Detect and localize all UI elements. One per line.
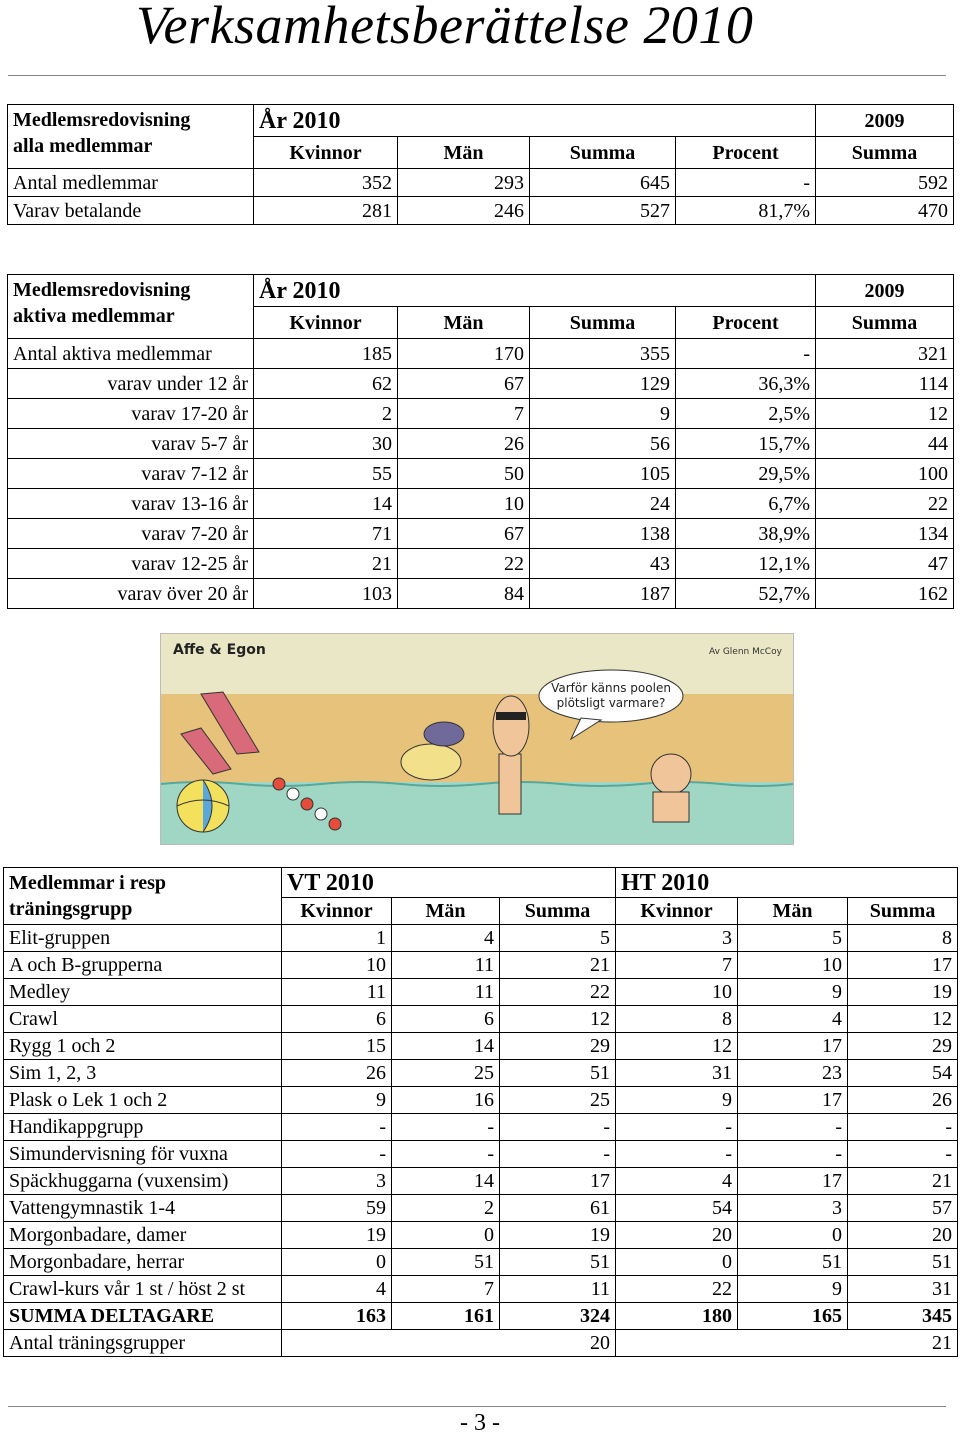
cell: 7: [398, 399, 530, 429]
table-title-line2: alla medlemmar: [13, 135, 153, 157]
cell: 11: [500, 1276, 616, 1303]
year-2010-header: År 2010: [254, 105, 816, 137]
table-row: [4, 979, 958, 1006]
cell: 54: [616, 1195, 738, 1222]
table-row: [4, 1249, 958, 1276]
cell: 7: [616, 952, 738, 979]
cell: 470: [816, 197, 954, 225]
row-label: varav 12-25 år: [8, 549, 254, 579]
cell: 14: [254, 489, 398, 519]
cell: -: [500, 1141, 616, 1168]
col-summa-vt: Summa: [500, 898, 616, 925]
col-summa-2009: Summa: [816, 137, 954, 169]
col-man: Män: [398, 307, 530, 339]
row-label: Antal medlemmar: [8, 169, 254, 197]
col-kvinnor-vt: Kvinnor: [282, 898, 392, 925]
table-row: [8, 197, 954, 225]
row-label: Vattengymnastik 1-4: [4, 1195, 282, 1222]
cell: 26: [848, 1087, 958, 1114]
table-row: [8, 429, 954, 459]
cell: 15: [282, 1033, 392, 1060]
cell: 17: [848, 952, 958, 979]
col-summa: Summa: [530, 307, 676, 339]
cell: -: [616, 1114, 738, 1141]
cell: 21: [848, 1168, 958, 1195]
total-label: SUMMA DELTAGARE: [4, 1303, 282, 1330]
cell: 9: [738, 1276, 848, 1303]
table-row: [4, 1006, 958, 1033]
cell: 36,3%: [676, 369, 816, 399]
cell: 9: [738, 979, 848, 1006]
year-2009-header: 2009: [816, 105, 954, 137]
cell: 9: [616, 1087, 738, 1114]
year-2010-header: År 2010: [254, 275, 816, 307]
table-title-cell: [8, 105, 254, 169]
row-label: Simundervisning för vuxna: [4, 1141, 282, 1168]
cell: 10: [738, 952, 848, 979]
cell: 31: [848, 1276, 958, 1303]
cell: 52,7%: [676, 579, 816, 609]
cell: 25: [500, 1087, 616, 1114]
row-label: Rygg 1 och 2: [4, 1033, 282, 1060]
row-label: varav under 12 år: [8, 369, 254, 399]
table-row: [4, 1276, 958, 1303]
cell: 20: [848, 1222, 958, 1249]
cell: 67: [398, 519, 530, 549]
cell: -: [848, 1141, 958, 1168]
cell: 44: [816, 429, 954, 459]
cell: -: [676, 169, 816, 197]
cell: 4: [282, 1276, 392, 1303]
table-row: [4, 1141, 958, 1168]
table-row: [8, 459, 954, 489]
cell: 7: [392, 1276, 500, 1303]
cell: 100: [816, 459, 954, 489]
row-label: Crawl: [4, 1006, 282, 1033]
cell: 23: [738, 1060, 848, 1087]
cell: 10: [282, 952, 392, 979]
col-man: Män: [398, 137, 530, 169]
cell: 11: [392, 952, 500, 979]
cell: 9: [530, 399, 676, 429]
table-row: [4, 1222, 958, 1249]
cell: 161: [392, 1303, 500, 1330]
cell: 15,7%: [676, 429, 816, 459]
cell: 2: [254, 399, 398, 429]
cell: 22: [816, 489, 954, 519]
cell: 31: [616, 1060, 738, 1087]
cell: 21: [254, 549, 398, 579]
groups-count-label: Antal träningsgrupper: [4, 1330, 282, 1357]
cell: 163: [282, 1303, 392, 1330]
cell: 62: [254, 369, 398, 399]
col-procent: Procent: [676, 137, 816, 169]
cell: 185: [254, 339, 398, 369]
table-row: [4, 925, 958, 952]
cartoon-strip: [160, 633, 794, 845]
row-label: varav över 20 år: [8, 579, 254, 609]
table-header-row: [8, 275, 954, 307]
table-row: [8, 369, 954, 399]
cell: 11: [282, 979, 392, 1006]
cell: -: [676, 339, 816, 369]
table-title-line2: aktiva medlemmar: [13, 305, 175, 327]
cartoon-author: Av Glenn McCoy: [709, 647, 782, 657]
table-title-line2: träningsgrupp: [9, 898, 133, 920]
cell: 57: [848, 1195, 958, 1222]
row-label: varav 7-20 år: [8, 519, 254, 549]
cell: 10: [398, 489, 530, 519]
cell: 3: [616, 925, 738, 952]
table-row: [8, 579, 954, 609]
cell: -: [738, 1141, 848, 1168]
cell: 103: [254, 579, 398, 609]
cell: 129: [530, 369, 676, 399]
table-row: [4, 1168, 958, 1195]
table-row: [8, 519, 954, 549]
cell: 17: [738, 1168, 848, 1195]
row-label: varav 13-16 år: [8, 489, 254, 519]
cell: 4: [738, 1006, 848, 1033]
groups-count-vt: 20: [282, 1330, 616, 1357]
col-kvinnor-ht: Kvinnor: [616, 898, 738, 925]
table-title-cell: [4, 868, 282, 925]
row-label: varav 7-12 år: [8, 459, 254, 489]
cell: 187: [530, 579, 676, 609]
cell: 5: [500, 925, 616, 952]
row-label: Varav betalande: [8, 197, 254, 225]
cell: 8: [848, 925, 958, 952]
cell: 114: [816, 369, 954, 399]
beach-ball-icon: [177, 780, 229, 832]
cell: 16: [392, 1087, 500, 1114]
table-row: [4, 1060, 958, 1087]
row-label: Crawl-kurs vår 1 st / höst 2 st: [4, 1276, 282, 1303]
cell: 19: [848, 979, 958, 1006]
ht-2010-header: HT 2010: [616, 868, 958, 898]
col-procent: Procent: [676, 307, 816, 339]
row-label: Antal aktiva medlemmar: [8, 339, 254, 369]
cell: 2,5%: [676, 399, 816, 429]
cell: 26: [398, 429, 530, 459]
row-label: varav 17-20 år: [8, 399, 254, 429]
cell: 138: [530, 519, 676, 549]
col-summa-2009: Summa: [816, 307, 954, 339]
cell: 0: [392, 1222, 500, 1249]
row-label: Medley: [4, 979, 282, 1006]
cell: 1: [282, 925, 392, 952]
groups-count-row: [4, 1330, 958, 1357]
cell: 3: [738, 1195, 848, 1222]
cell: 3: [282, 1168, 392, 1195]
cell: 59: [282, 1195, 392, 1222]
table-row: [8, 169, 954, 197]
vt-2010-header: VT 2010: [282, 868, 616, 898]
cell: 281: [254, 197, 398, 225]
groups-count-ht: 21: [616, 1330, 958, 1357]
cell: 527: [530, 197, 676, 225]
cell: 14: [392, 1033, 500, 1060]
cell: 5: [738, 925, 848, 952]
cell: 9: [282, 1087, 392, 1114]
cell: 12: [500, 1006, 616, 1033]
table-title-line1: Medlemsredovisning: [13, 279, 191, 301]
cell: 165: [738, 1303, 848, 1330]
cell: 71: [254, 519, 398, 549]
col-summa: Summa: [530, 137, 676, 169]
cell: 352: [254, 169, 398, 197]
speech-line2: plötsligt varmare?: [556, 696, 666, 710]
cell: 43: [530, 549, 676, 579]
cell: 162: [816, 579, 954, 609]
cell: 67: [398, 369, 530, 399]
cell: -: [282, 1114, 392, 1141]
row-label: Morgonbadare, damer: [4, 1222, 282, 1249]
cell: 0: [738, 1222, 848, 1249]
table-row: [4, 1087, 958, 1114]
training-groups-body: [4, 925, 958, 1303]
cell: 12: [616, 1033, 738, 1060]
row-label: Morgonbadare, herrar: [4, 1249, 282, 1276]
table-title-cell: [8, 275, 254, 339]
cell: -: [848, 1114, 958, 1141]
cell: 4: [616, 1168, 738, 1195]
table-title-line1: Medlemmar i resp: [9, 872, 167, 894]
cell: 61: [500, 1195, 616, 1222]
cell: 2: [392, 1195, 500, 1222]
cell: 55: [254, 459, 398, 489]
cell: 0: [282, 1249, 392, 1276]
page-title: Verksamhetsberättelse 2010: [136, 0, 754, 55]
cell: -: [738, 1114, 848, 1141]
cell: 0: [616, 1249, 738, 1276]
cell: 355: [530, 339, 676, 369]
cell: 12: [816, 399, 954, 429]
year-2009-header: 2009: [816, 275, 954, 307]
table-title-line1: Medlemsredovisning: [13, 109, 191, 131]
cell: 645: [530, 169, 676, 197]
cell: 38,9%: [676, 519, 816, 549]
cell: 54: [848, 1060, 958, 1087]
cell: 293: [398, 169, 530, 197]
cell: 19: [500, 1222, 616, 1249]
cell: 324: [500, 1303, 616, 1330]
cell: 6: [392, 1006, 500, 1033]
cell: -: [616, 1141, 738, 1168]
training-groups-table: [3, 867, 958, 1357]
cell: 345: [848, 1303, 958, 1330]
cell: 21: [500, 952, 616, 979]
cell: 30: [254, 429, 398, 459]
row-label: Handikappgrupp: [4, 1114, 282, 1141]
cell: 22: [500, 979, 616, 1006]
cell: 17: [738, 1033, 848, 1060]
table-row: [8, 339, 954, 369]
table-row: [8, 399, 954, 429]
col-kvinnor: Kvinnor: [254, 137, 398, 169]
bottom-rule: [8, 1406, 946, 1407]
cell: 180: [616, 1303, 738, 1330]
cell: -: [392, 1114, 500, 1141]
cartoon-title: Affe & Egon: [173, 642, 266, 658]
table-header-row: [8, 105, 954, 137]
cell: -: [500, 1114, 616, 1141]
cell: 24: [530, 489, 676, 519]
cell: 12: [848, 1006, 958, 1033]
cell: 17: [500, 1168, 616, 1195]
row-label: Plask o Lek 1 och 2: [4, 1087, 282, 1114]
top-rule: [8, 75, 946, 76]
all-members-table: [7, 104, 954, 225]
cell: 8: [616, 1006, 738, 1033]
cell: 17: [738, 1087, 848, 1114]
cell: 6,7%: [676, 489, 816, 519]
cell: 170: [398, 339, 530, 369]
row-label: Späckhuggarna (vuxensim): [4, 1168, 282, 1195]
active-members-body: [8, 339, 954, 609]
table-row: [4, 952, 958, 979]
table-row: [4, 1195, 958, 1222]
table-row: [4, 1114, 958, 1141]
active-members-table: [7, 274, 954, 609]
cell: 22: [616, 1276, 738, 1303]
cell: 26: [282, 1060, 392, 1087]
cell: -: [282, 1141, 392, 1168]
cell: 51: [500, 1060, 616, 1087]
cell: 6: [282, 1006, 392, 1033]
row-label: Sim 1, 2, 3: [4, 1060, 282, 1087]
cell: 56: [530, 429, 676, 459]
cell: 51: [500, 1249, 616, 1276]
cell: 29,5%: [676, 459, 816, 489]
cell: 29: [848, 1033, 958, 1060]
col-summa-ht: Summa: [848, 898, 958, 925]
cell: 134: [816, 519, 954, 549]
col-man-vt: Män: [392, 898, 500, 925]
cell: -: [392, 1141, 500, 1168]
cell: 50: [398, 459, 530, 489]
cell: 81,7%: [676, 197, 816, 225]
cell: 51: [738, 1249, 848, 1276]
table-row: [4, 1033, 958, 1060]
cell: 47: [816, 549, 954, 579]
cell: 105: [530, 459, 676, 489]
cell: 321: [816, 339, 954, 369]
page-number: - 3 -: [460, 1410, 500, 1436]
total-row: [4, 1303, 958, 1330]
cell: 20: [616, 1222, 738, 1249]
cell: 12,1%: [676, 549, 816, 579]
row-label: varav 5-7 år: [8, 429, 254, 459]
col-man-ht: Män: [738, 898, 848, 925]
table-row: [8, 489, 954, 519]
cell: 19: [282, 1222, 392, 1249]
table-row: [8, 549, 954, 579]
cell: 29: [500, 1033, 616, 1060]
row-label: Elit-gruppen: [4, 925, 282, 952]
cell: 22: [398, 549, 530, 579]
cell: 51: [392, 1249, 500, 1276]
cell: 246: [398, 197, 530, 225]
cell: 10: [616, 979, 738, 1006]
speech-line1: Varför känns poolen: [551, 681, 671, 695]
col-kvinnor: Kvinnor: [254, 307, 398, 339]
cell: 11: [392, 979, 500, 1006]
cell: 84: [398, 579, 530, 609]
cell: 51: [848, 1249, 958, 1276]
table-header-row: [4, 868, 958, 898]
cell: 25: [392, 1060, 500, 1087]
cell: 592: [816, 169, 954, 197]
cell: 4: [392, 925, 500, 952]
row-label: A och B-grupperna: [4, 952, 282, 979]
cell: 14: [392, 1168, 500, 1195]
